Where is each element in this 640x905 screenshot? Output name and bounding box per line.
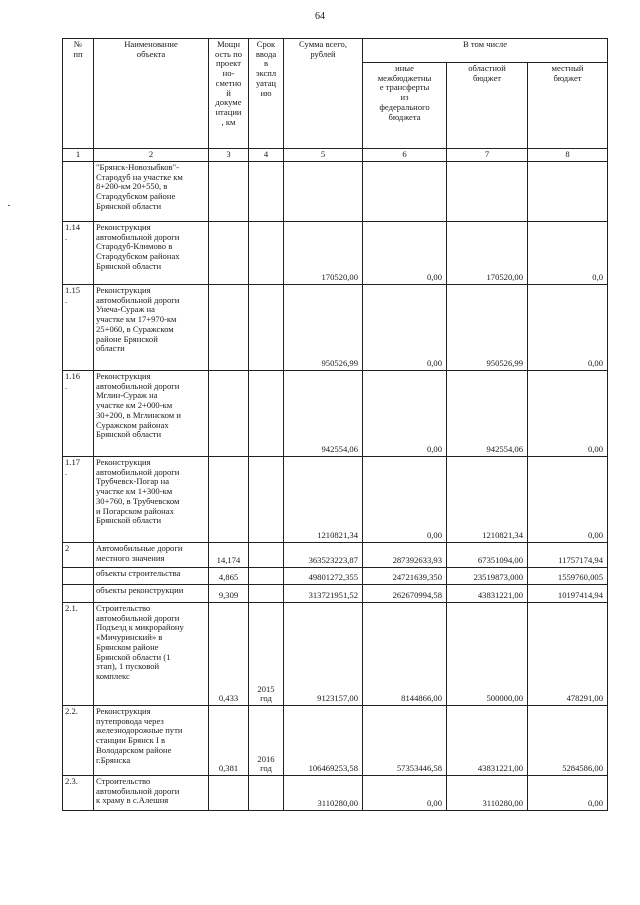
federal-amount: 0,00 bbox=[363, 776, 447, 811]
col-header-regional: областной бюджет bbox=[447, 63, 528, 149]
total-amount: 942554,06 bbox=[284, 371, 363, 457]
federal-amount: 57353446,58 bbox=[363, 706, 447, 776]
object-name: Реконструкция путепровода через железнодорожные пути станции Брянск I в Володарском районе г.Брянска bbox=[94, 706, 209, 776]
total-amount: 3110280,00 bbox=[284, 776, 363, 811]
table-row bbox=[63, 603, 608, 706]
regional-amount: 67351094,00 bbox=[447, 543, 528, 568]
column-number: 6 bbox=[363, 149, 447, 162]
scan-mark bbox=[8, 205, 10, 206]
header-row-1 bbox=[63, 39, 608, 63]
local-amount: 0,00 bbox=[528, 776, 608, 811]
commission-term bbox=[249, 585, 284, 603]
regional-amount bbox=[447, 162, 528, 222]
local-amount: 1559760,005 bbox=[528, 568, 608, 585]
col-header-local: местный бюджет bbox=[528, 63, 608, 149]
table-row bbox=[63, 222, 608, 285]
total-amount: 170520,00 bbox=[284, 222, 363, 285]
commission-term bbox=[249, 285, 284, 371]
commission-term bbox=[249, 543, 284, 568]
total-amount: 313721951,52 bbox=[284, 585, 363, 603]
table-row bbox=[63, 776, 608, 811]
federal-amount: 24721639,350 bbox=[363, 568, 447, 585]
object-name: Реконструкция автомобильной дороги Мглин-Сураж на участке км 2+000-км 30+200, в Мглинском и Суражском районах Брянской области bbox=[94, 371, 209, 457]
capacity-value bbox=[209, 457, 249, 543]
col-header-total: Сумма всего, рублей bbox=[284, 39, 363, 149]
commission-term bbox=[249, 568, 284, 585]
commission-term bbox=[249, 776, 284, 811]
regional-amount: 500000,00 bbox=[447, 603, 528, 706]
commission-term bbox=[249, 162, 284, 222]
federal-amount: 0,00 bbox=[363, 222, 447, 285]
local-amount: 5284586,00 bbox=[528, 706, 608, 776]
object-name: Строительство автомобильной дороги к храму в с.Алешня bbox=[94, 776, 209, 811]
commission-term bbox=[249, 371, 284, 457]
object-name: Реконструкция автомобильной дороги Стародуб-Климово в Стародубском районах Брянской области bbox=[94, 222, 209, 285]
col-header-term: Срок ввода в экспл уатац ию bbox=[249, 39, 284, 149]
column-number: 4 bbox=[249, 149, 284, 162]
local-amount: 0,00 bbox=[528, 285, 608, 371]
total-amount: 106469253,58 bbox=[284, 706, 363, 776]
local-amount: 0,0 bbox=[528, 222, 608, 285]
regional-amount: 43831221,00 bbox=[447, 585, 528, 603]
total-amount: 363523223,87 bbox=[284, 543, 363, 568]
regional-amount: 942554,06 bbox=[447, 371, 528, 457]
column-number: 5 bbox=[284, 149, 363, 162]
table-row bbox=[63, 457, 608, 543]
regional-amount: 3110280,00 bbox=[447, 776, 528, 811]
col-header-name: Наименование объекта bbox=[94, 39, 209, 149]
object-name: Автомобильные дороги местного значения bbox=[94, 543, 209, 568]
column-number-row bbox=[63, 149, 608, 162]
object-name: объекты реконструкции bbox=[94, 585, 209, 603]
row-number: 1.16 . bbox=[63, 371, 94, 457]
capacity-value bbox=[209, 285, 249, 371]
column-number: 3 bbox=[209, 149, 249, 162]
row-number: 2.2. bbox=[63, 706, 94, 776]
total-amount: 9123157,00 bbox=[284, 603, 363, 706]
local-amount: 478291,00 bbox=[528, 603, 608, 706]
commission-term: 2015 год bbox=[249, 603, 284, 706]
page-number: 64 bbox=[315, 11, 325, 22]
table-row bbox=[63, 543, 608, 568]
total-amount: 950526,99 bbox=[284, 285, 363, 371]
capacity-value bbox=[209, 371, 249, 457]
federal-amount: 0,00 bbox=[363, 457, 447, 543]
regional-amount: 170520,00 bbox=[447, 222, 528, 285]
column-number: 1 bbox=[63, 149, 94, 162]
commission-term bbox=[249, 457, 284, 543]
capacity-value: 0,433 bbox=[209, 603, 249, 706]
row-number: 1.14 . bbox=[63, 222, 94, 285]
regional-amount: 950526,99 bbox=[447, 285, 528, 371]
col-header-capacity: Мощн ость по проект но- сметно й докуме нтации , км bbox=[209, 39, 249, 149]
col-header-no: № пп bbox=[63, 39, 94, 149]
table-row bbox=[63, 162, 608, 222]
capacity-value bbox=[209, 162, 249, 222]
object-name: Строительство автомобильной дороги Подъезд к микрорайону «Мичуринский» в Брянском районе Брянской области (1 этап), 1 пусковой комплекс bbox=[94, 603, 209, 706]
capacity-value: 4,865 bbox=[209, 568, 249, 585]
federal-amount: 262670994,58 bbox=[363, 585, 447, 603]
local-amount: 11757174,94 bbox=[528, 543, 608, 568]
column-number: 2 bbox=[94, 149, 209, 162]
budget-table bbox=[62, 38, 608, 811]
row-number bbox=[63, 162, 94, 222]
total-amount: 49801272,355 bbox=[284, 568, 363, 585]
column-number: 8 bbox=[528, 149, 608, 162]
row-number bbox=[63, 568, 94, 585]
row-number: 1.17 . bbox=[63, 457, 94, 543]
capacity-value bbox=[209, 776, 249, 811]
local-amount: 0,00 bbox=[528, 457, 608, 543]
federal-amount bbox=[363, 162, 447, 222]
col-header-including: В том числе bbox=[363, 39, 608, 63]
total-amount: 1210821,34 bbox=[284, 457, 363, 543]
object-name: объекты строительства bbox=[94, 568, 209, 585]
regional-amount: 1210821,34 bbox=[447, 457, 528, 543]
regional-amount: 23519873,000 bbox=[447, 568, 528, 585]
row-number: 2.3. bbox=[63, 776, 94, 811]
federal-amount: 8144866,00 bbox=[363, 603, 447, 706]
local-amount: 10197414,94 bbox=[528, 585, 608, 603]
column-number: 7 bbox=[447, 149, 528, 162]
table-row bbox=[63, 371, 608, 457]
federal-amount: 287392633,93 bbox=[363, 543, 447, 568]
row-number: 2 bbox=[63, 543, 94, 568]
table-row bbox=[63, 706, 608, 776]
row-number: 2.1. bbox=[63, 603, 94, 706]
row-number: 1.15 . bbox=[63, 285, 94, 371]
capacity-value: 14,174 bbox=[209, 543, 249, 568]
capacity-value: 0,381 bbox=[209, 706, 249, 776]
col-header-federal: иные межбюджетны е трансферты из федерального бюджета bbox=[363, 63, 447, 149]
total-amount bbox=[284, 162, 363, 222]
table-row bbox=[63, 585, 608, 603]
object-name: Реконструкция автомобильной дороги Унеча-Сураж на участке км 17+970-км 25+060, в Суражском районе Брянской области bbox=[94, 285, 209, 371]
capacity-value bbox=[209, 222, 249, 285]
object-name: Реконструкция автомобильной дороги Трубчевск-Погар на участке км 1+300-км 30+760, в Трубчевском и Погарском районах Брянской области bbox=[94, 457, 209, 543]
table-row bbox=[63, 568, 608, 585]
federal-amount: 0,00 bbox=[363, 371, 447, 457]
table-row bbox=[63, 285, 608, 371]
local-amount: 0,00 bbox=[528, 371, 608, 457]
capacity-value: 9,309 bbox=[209, 585, 249, 603]
row-number bbox=[63, 585, 94, 603]
local-amount bbox=[528, 162, 608, 222]
object-name: "Брянск-Новозыбков"- Стародуб на участке км 8+200-км 20+550, в Стародубском районе Брянской области bbox=[94, 162, 209, 222]
regional-amount: 43831221,00 bbox=[447, 706, 528, 776]
commission-term bbox=[249, 222, 284, 285]
commission-term: 2016 год bbox=[249, 706, 284, 776]
federal-amount: 0,00 bbox=[363, 285, 447, 371]
